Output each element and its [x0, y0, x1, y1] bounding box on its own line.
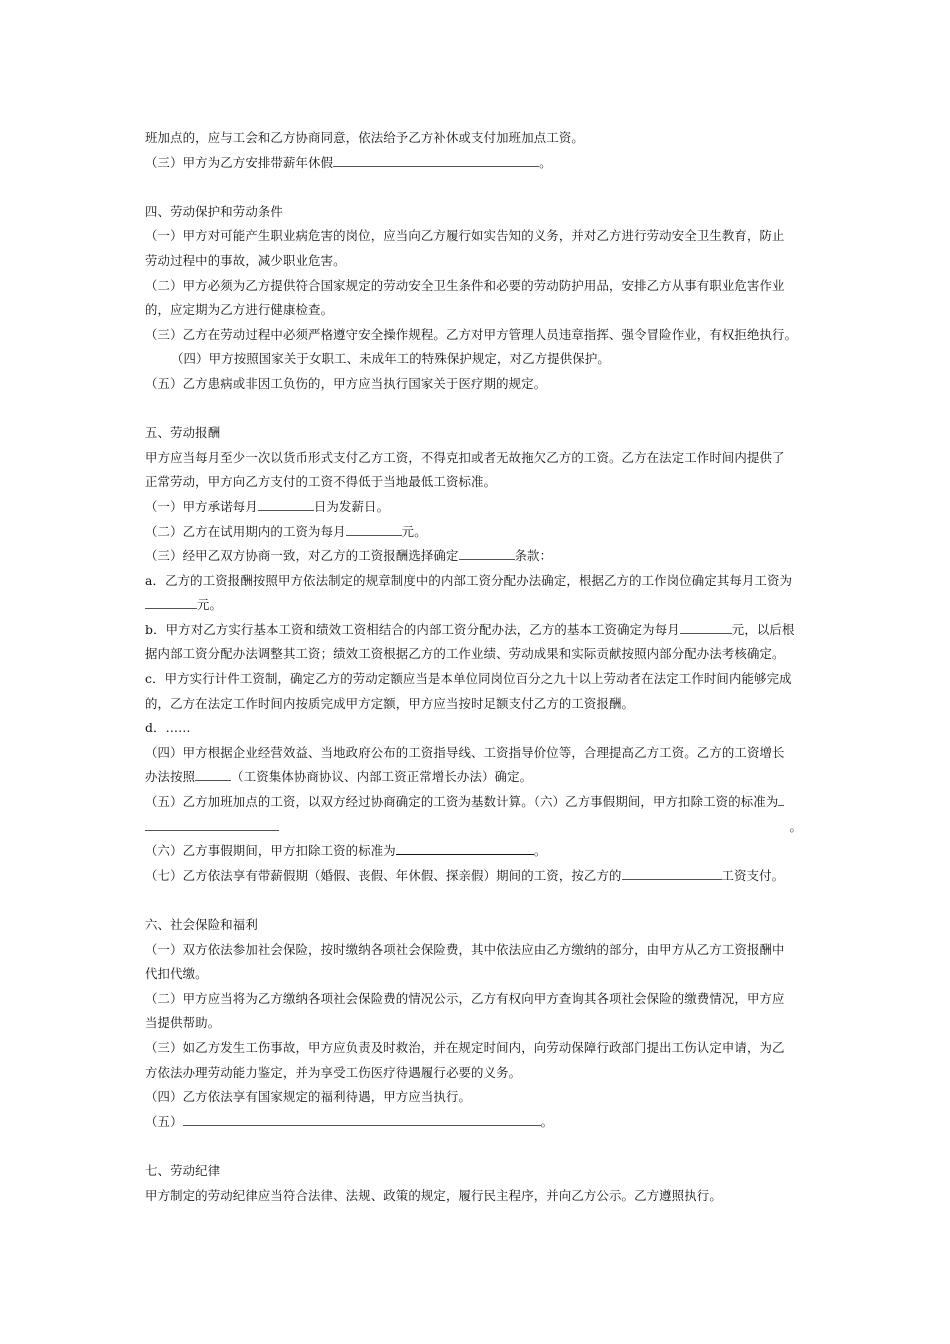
paragraph-line: （一）甲方对可能产生职业病危害的岗位，应当向乙方履行如实告知的义务，并对乙方进行劳动安全卫生教育，防止 [145, 228, 785, 244]
blank-field[interactable] [459, 545, 515, 560]
other-benefits-line: （五） 。 [145, 1110, 810, 1135]
leave-deduction-line: （六）乙方事假期间，甲方扣除工资的标准为 。 [145, 839, 810, 864]
paragraph-line: （四）乙方依法享有国家规定的福利待遇，甲方应当执行。 [145, 1089, 472, 1105]
overtime-wage-line: （五）乙方加班加点的工资，以双方经过协商确定的工资为基数计算。（六）乙方事假期间，甲方扣除工资的标准为 [145, 790, 810, 815]
paragraph-line: 当提供帮助。 [145, 1015, 221, 1031]
section-title: 七、劳动纪律 [145, 1162, 221, 1178]
paragraph-line: （二）甲方应当将为乙方缴纳各项社会保险费的情况公示，乙方有权向甲方查询其各项社会保险的缴费情况，甲方应 [145, 990, 785, 1006]
paragraph-line: 班加点的，应与工会和乙方协商同意，依法给予乙方补休或支付加班加点工资。 [145, 130, 584, 145]
paragraph-line: 正常劳动，甲方向乙方支付的工资不得低于当地最低工资标准。 [145, 474, 497, 490]
blank-field[interactable] [396, 840, 534, 855]
paragraph-line: 甲方制定的劳动纪律应当符合法律、法规、政策的规定，履行民主程序，并向乙方公示。乙方遵照执行。 [145, 1187, 722, 1203]
blank-field[interactable] [680, 619, 732, 634]
paragraph-line: 甲方应当每月至少一次以货币形式支付乙方工资，不得克扣或者无故拖欠乙方的工资。乙方在法定工作时间内提供了 [145, 449, 785, 465]
blank-field[interactable] [333, 152, 539, 167]
base-wage-line: b．甲方对乙方实行基本工资和绩效工资相结合的内部工资分配办法，乙方的基本工资确定为每月 元，以后根 [145, 618, 810, 643]
paragraph-line: （四）甲方按照国家关于女职工、未成年工的特殊保护规定，对乙方提供保护。 [171, 351, 610, 367]
paragraph-line: 方依法办理劳动能力鉴定，并为享受工伤医疗待遇履行必要的义务。 [145, 1064, 522, 1080]
paid-leave-wage-line: （七）乙方依法享有带薪假期（婚假、丧假、年休假、探亲假）期间的工资，按乙方的 工资支付。 [145, 864, 810, 889]
annual-leave-line: （三）甲方为乙方安排带薪年休假 。 [145, 151, 810, 176]
section-title: 四、劳动保护和劳动条件 [145, 203, 283, 219]
blank-field[interactable] [778, 791, 784, 806]
paragraph-line: （三）乙方在劳动过程中必须严格遵守安全操作规程。乙方对甲方管理人员违章指挥、强令冒险作业，有权拒绝执行。 [145, 326, 798, 342]
blank-field[interactable] [346, 521, 402, 536]
section-title: 五、劳动报酬 [145, 425, 221, 441]
paragraph-line: a．乙方的工资报酬按照甲方依法制定的规章制度中的内部工资分配办法确定，根据乙方的工作岗位确定其每月工资为 [145, 572, 793, 588]
blank-field[interactable] [183, 1111, 541, 1126]
paragraph-line: 代扣代缴。 [145, 966, 208, 982]
probation-wage-line: （二）乙方在试用期内的工资为每月 元。 [145, 520, 810, 545]
paragraph-line: 据内部工资分配办法调整其工资；绩效工资根据乙方的工作业绩、劳动成果和实际贡献按照内部分配办法考核确定。 [145, 646, 785, 662]
blank-field[interactable] [258, 496, 314, 511]
blank-field[interactable] [622, 865, 722, 880]
payday-line: （一）甲方承诺每月 日为发薪日。 [145, 495, 810, 520]
contract-body [145, 126, 810, 1208]
paragraph-line: c．甲方实行计件工资制，确定乙方的劳动定额应当是本单位同岗位百分之九十以上劳动者在法定工作时间内能够完成 [145, 671, 792, 687]
paragraph-line: （三）如乙方发生工伤事故，甲方应负责及时救治，并在规定时间内，向劳动保障行政部门提出工伤认定申请，为乙 [145, 1039, 785, 1055]
wage-clause-line: （三）经甲乙双方协商一致，对乙方的工资报酬选择确定 条款： [145, 544, 810, 569]
blank-field[interactable] [145, 594, 197, 609]
paragraph-line: 的，乙方在法定工作时间内按质完成甲方定额，甲方应当按时足额支付乙方的工资报酬。 [145, 695, 635, 711]
monthly-wage-line: 元。 [145, 593, 810, 618]
paragraph-line: （二）甲方必须为乙方提供符合国家规定的劳动安全卫生条件和必要的劳动防护用品，安排乙方从事有职业危害作业 [145, 277, 785, 293]
leave-deduction-continued-line: 。 [145, 815, 810, 840]
blank-field[interactable] [145, 816, 279, 831]
paragraph-line: 的，应定期为乙方进行健康检查。 [145, 302, 334, 318]
paragraph-line: （四）甲方根据企业经营效益、当地政府公布的工资指导线、工资指导价位等，合理提高乙方工资。乙方的工资增长 [145, 744, 785, 760]
blank-field[interactable] [195, 766, 231, 781]
paragraph-line: d．…… [145, 720, 191, 736]
paragraph-line: 劳动过程中的事故，减少职业危害。 [145, 252, 346, 268]
paragraph-line: （五）乙方患病或非因工负伤的，甲方应当执行国家关于医疗期的规定。 [145, 375, 547, 391]
paragraph-line: （一）双方依法参加社会保险，按时缴纳各项社会保险费，其中依法应由乙方缴纳的部分，由甲方从乙方工资报酬中 [145, 941, 785, 957]
wage-growth-line: 办法按照 （工资集体协商协议、内部工资正常增长办法）确定。 [145, 765, 810, 790]
section-title: 六、社会保险和福利 [145, 917, 258, 932]
